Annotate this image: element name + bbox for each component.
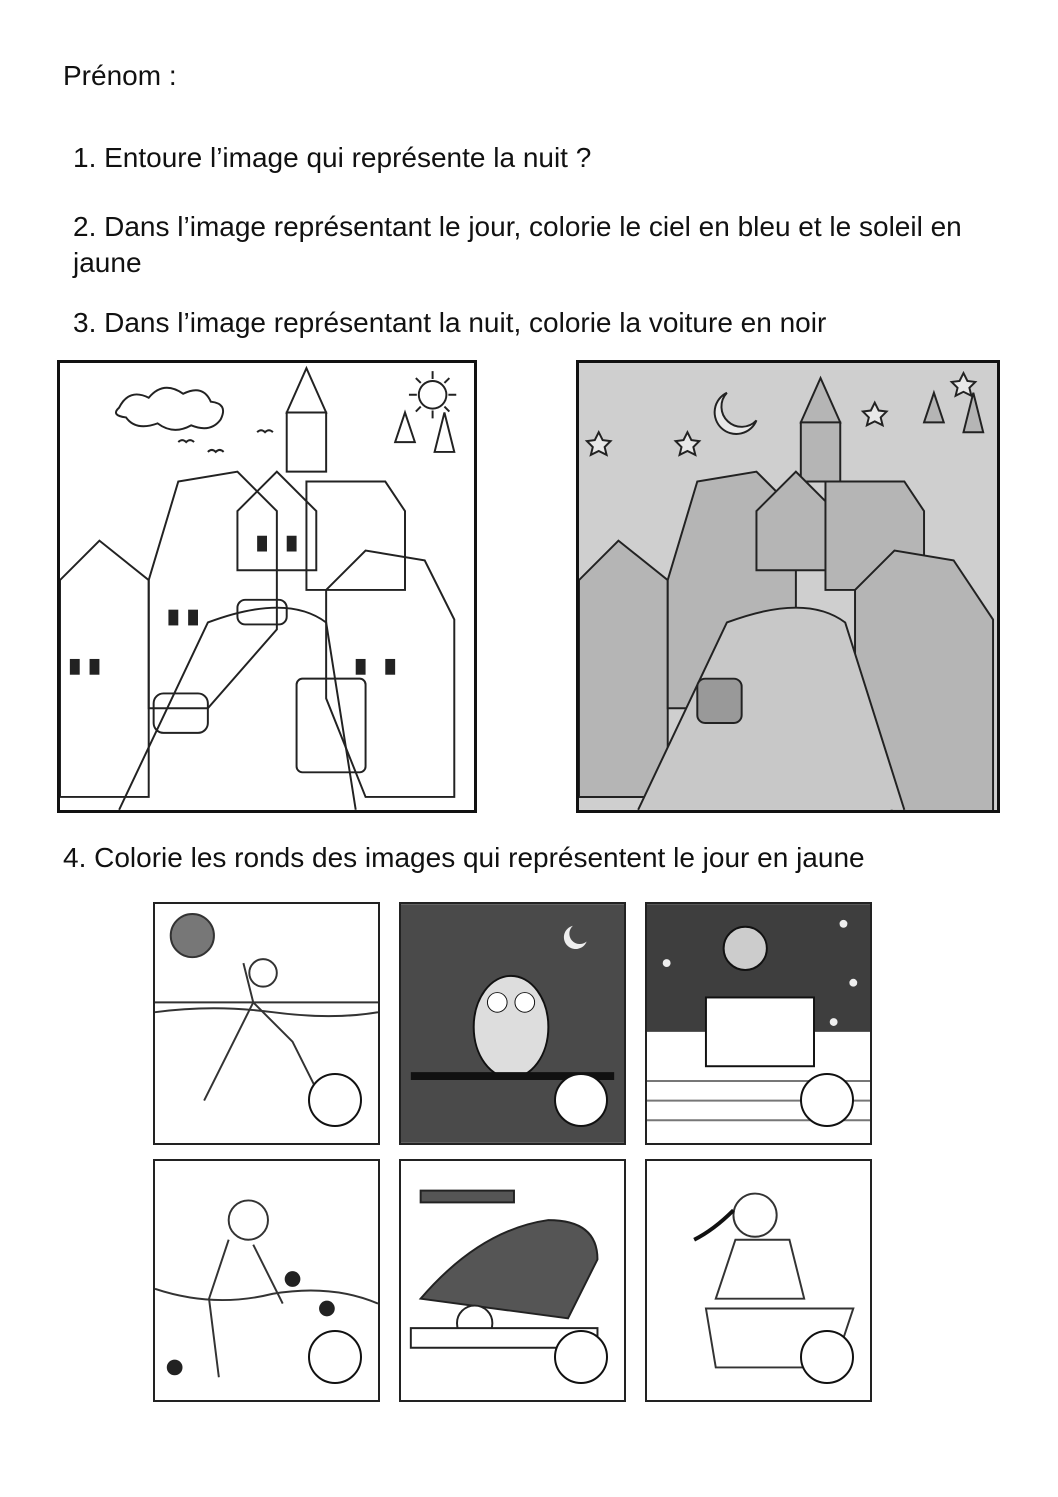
answer-circle[interactable]	[308, 1330, 362, 1384]
answer-circle[interactable]	[800, 1330, 854, 1384]
question-2: 2. Dans l’image représentant le jour, colorie le ciel en bleu et le soleil en jaune	[73, 211, 962, 278]
thumb-child-sleeping	[399, 1159, 626, 1402]
thumb-girl-garden	[153, 1159, 380, 1402]
question-1: 1. Entoure l’image qui représente la nuit ?	[73, 142, 592, 173]
answer-circle[interactable]	[800, 1073, 854, 1127]
day-village-scene[interactable]	[57, 360, 477, 813]
answer-circle[interactable]	[308, 1073, 362, 1127]
thumb-santa-chimney	[645, 902, 872, 1145]
question-3: 3. Dans l’image représentant la nuit, colorie la voiture en noir	[73, 307, 827, 338]
answer-circle[interactable]	[554, 1073, 608, 1127]
name-label: Prénom :	[63, 60, 177, 91]
answer-circle[interactable]	[554, 1330, 608, 1384]
thumb-owl	[399, 902, 626, 1145]
night-village-scene[interactable]	[576, 360, 1000, 813]
question-4: 4. Colorie les ronds des images qui représentent le jour en jaune	[63, 842, 865, 873]
thumb-girl-writing	[645, 1159, 872, 1402]
night-village-scene-icon	[579, 363, 997, 810]
thumb-beach-ball	[153, 902, 380, 1145]
day-village-scene-icon	[60, 363, 474, 810]
